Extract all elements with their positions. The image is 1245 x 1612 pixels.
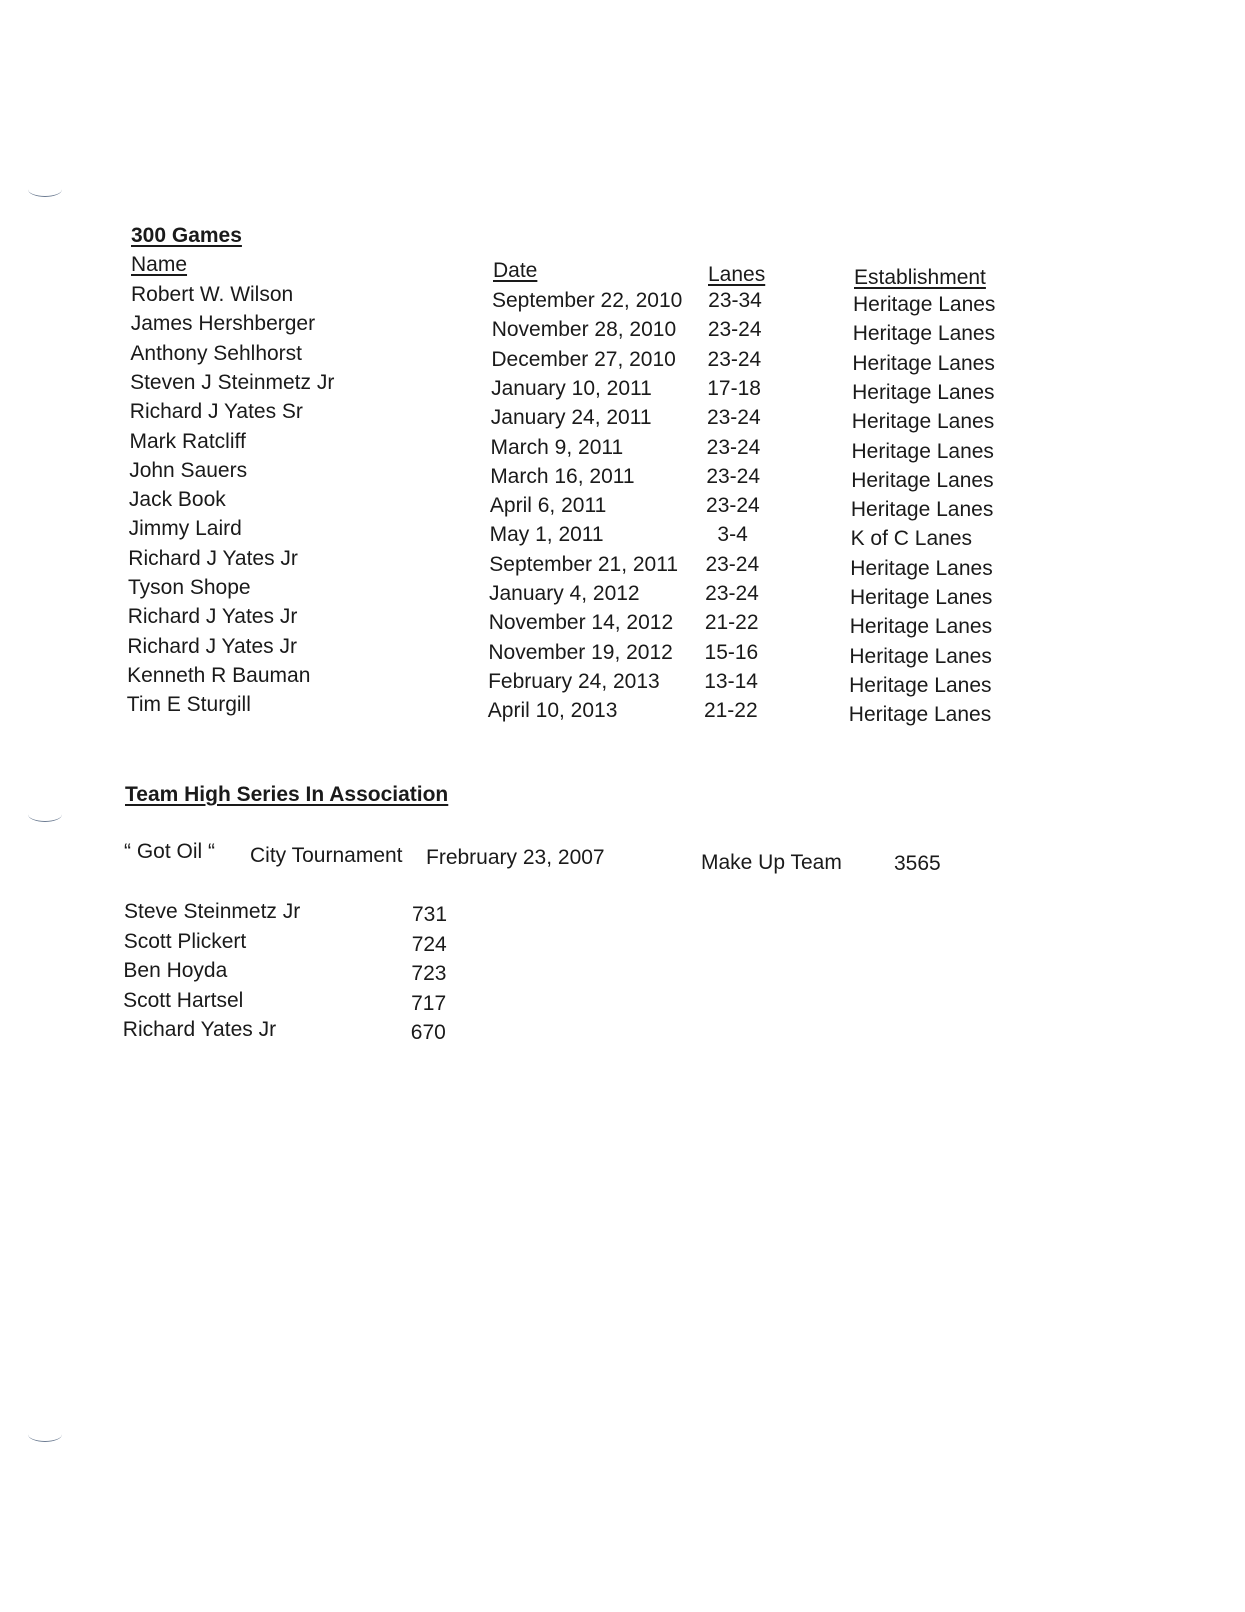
row-date: September 22, 2010 <box>492 289 683 312</box>
row-establishment: Heritage Lanes <box>851 410 995 434</box>
row-establishment: Heritage Lanes <box>848 703 992 727</box>
row-establishment: Heritage Lanes <box>849 673 992 697</box>
row-establishment: Heritage Lanes <box>851 468 994 492</box>
member-score: 670 <box>410 1021 446 1044</box>
team-event: City Tournament <box>250 844 403 867</box>
row-establishment: Heritage Lanes <box>853 293 996 316</box>
row-name: Jack Book <box>128 488 226 512</box>
team-type: Make Up Team <box>701 851 842 874</box>
member-name: Scott Plickert <box>123 929 247 953</box>
column-header-date: Date <box>493 259 538 282</box>
row-date: November 28, 2010 <box>491 318 677 342</box>
row-name: Mark Ratcliff <box>129 429 246 453</box>
member-name: Ben Hoyda <box>123 959 228 982</box>
row-lanes: 15-16 <box>704 640 759 664</box>
row-name: John Sauers <box>129 458 248 482</box>
row-lanes: 23-24 <box>705 552 760 576</box>
team-total: 3565 <box>894 852 941 875</box>
punch-hole-mark <box>28 1427 62 1442</box>
team-name: “ Got Oil “ <box>124 840 216 863</box>
row-establishment: Heritage Lanes <box>850 498 994 522</box>
row-name: Kenneth R Bauman <box>127 663 311 687</box>
row-lanes: 17-18 <box>707 376 761 400</box>
row-lanes: 23-24 <box>706 406 761 430</box>
member-name: Scott Hartsel <box>123 988 244 1012</box>
row-lanes: 23-34 <box>708 289 762 312</box>
row-date: March 9, 2011 <box>490 435 624 459</box>
row-lanes: 21-22 <box>703 699 758 723</box>
row-establishment: Heritage Lanes <box>849 615 993 639</box>
row-date: January 4, 2012 <box>489 582 640 605</box>
member-score: 717 <box>411 991 447 1015</box>
row-lanes: 23-24 <box>705 582 759 605</box>
row-date: November 19, 2012 <box>488 640 673 664</box>
row-date: April 10, 2013 <box>487 699 618 723</box>
column-header-name: Name <box>131 253 188 276</box>
team-date: Frebruary 23, 2007 <box>426 846 605 869</box>
row-lanes: 23-24 <box>706 494 760 518</box>
member-name: Steve Steinmetz Jr <box>124 900 301 923</box>
row-establishment: Heritage Lanes <box>849 644 992 668</box>
row-establishment: Heritage Lanes <box>850 556 993 580</box>
row-name: Anthony Sehlhorst <box>130 341 302 365</box>
section-title-team-high: Team High Series In Association <box>125 783 449 806</box>
member-score: 731 <box>412 903 448 926</box>
row-lanes: 23-24 <box>707 347 762 371</box>
row-name: James Hershberger <box>130 312 316 336</box>
row-establishment: Heritage Lanes <box>852 380 995 404</box>
row-name: Tyson Shope <box>128 576 251 599</box>
row-date: April 6, 2011 <box>489 494 607 518</box>
member-score: 723 <box>411 962 447 985</box>
row-lanes: 23-24 <box>706 435 761 459</box>
row-name: Richard J Yates Jr <box>127 605 298 629</box>
row-date: March 16, 2011 <box>490 464 635 488</box>
punch-hole-mark <box>28 182 62 197</box>
row-date: January 10, 2011 <box>491 376 652 400</box>
row-date: November 14, 2012 <box>488 611 674 635</box>
column-header-lanes: Lanes <box>708 263 766 286</box>
row-name: Jimmy Laird <box>128 517 242 541</box>
row-name: Richard J Yates Jr <box>128 546 298 570</box>
row-lanes: 13-14 <box>704 669 758 693</box>
row-date: December 27, 2010 <box>491 347 676 371</box>
row-establishment: Heritage Lanes <box>851 439 994 463</box>
row-date: September 21, 2011 <box>489 552 679 576</box>
row-name: Steven J Steinmetz Jr <box>130 370 335 394</box>
row-name: Robert W. Wilson <box>131 283 294 306</box>
row-name: Richard J Yates Sr <box>129 400 303 424</box>
member-name: Richard Yates Jr <box>122 1018 277 1041</box>
punch-hole-mark <box>28 807 62 822</box>
row-name: Tim E Sturgill <box>126 693 251 717</box>
row-name: Richard J Yates Jr <box>127 634 298 658</box>
row-lanes: 23-24 <box>707 318 762 342</box>
member-score: 724 <box>411 932 447 956</box>
section-title-300-games: 300 Games <box>131 224 242 247</box>
column-header-establishment: Establishment <box>854 266 986 289</box>
row-date: February 24, 2013 <box>488 669 660 693</box>
row-establishment: Heritage Lanes <box>852 322 996 346</box>
row-date: January 24, 2011 <box>490 406 652 430</box>
row-lanes: 3-4 <box>717 523 748 547</box>
row-establishment: Heritage Lanes <box>852 351 995 375</box>
row-date: May 1, 2011 <box>489 523 604 547</box>
row-establishment: Heritage Lanes <box>850 586 993 609</box>
row-lanes: 21-22 <box>704 611 759 635</box>
row-lanes: 23-24 <box>706 464 761 488</box>
row-establishment: K of C Lanes <box>850 527 972 551</box>
